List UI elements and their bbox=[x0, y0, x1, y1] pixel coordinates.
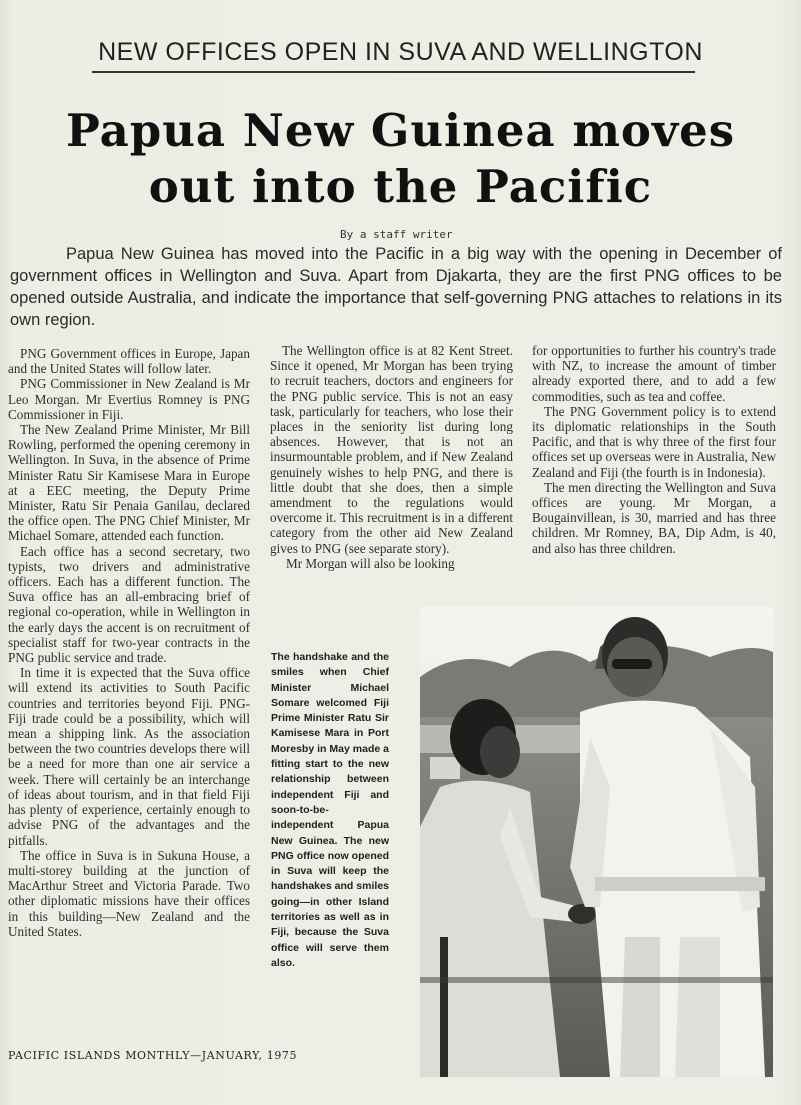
kicker-rule bbox=[92, 71, 695, 73]
photo-caption: The handshake and the smiles when Chief Minister Michael Somare welcomed Fiji Prime Minister Ratu Sir Kamisese Mara in Port Moresby in May made a fitting start to the new relationship between independent Fiji and soon-to-be-independent Papua New Guinea. The new PNG office now opened in Suva will keep the handshakes and smiles going—in other Island territories as well as in Fiji, because the Suva office will serve them also. bbox=[271, 651, 389, 969]
handshake-photo-illustration bbox=[420, 607, 773, 1077]
page-footer: PACIFIC ISLANDS MONTHLY—JANUARY, 1975 bbox=[8, 1049, 298, 1062]
paragraph: The Wellington office is at 82 Kent Street. Since it opened, Mr Morgan has been trying to recruit teachers, doctors and engineers for the PNG public service. This is not an easy task, particularly for teachers, who lose their places in the seniority list during long absences. However, that is not an insurmountable problem, and if New Zealand genuinely wishes to help PNG, and there is little doubt that she does, then a simple amendment to the regulations would overcome it. This recruitment is in a different category from the other aid New Zealand gives to PNG (see separate story). bbox=[270, 343, 513, 556]
paragraph: The men directing the Wellington and Suva offices are young. Mr Morgan, a Bougainvillean, is 30, married and has three children. Mr Romney, BA, Dip Adm, is 40, and also has three children. bbox=[532, 479, 776, 556]
paragraph: Mr Morgan will also be looking bbox=[286, 555, 455, 571]
paragraph: In time it is expected that the Suva office will extend its activities to South Pacific countries and territories beyond Fiji. PNG-Fiji trade could be a possibility, which will mean a shipping link. As the association between the two countries develops there will be a need for more than one air service a week. There will certainly be an interchange of ideas about tourism, and in that field Fiji has plenty of experience, certainly enough to advise PNG of the advantages and the pitfalls. bbox=[8, 665, 250, 848]
paragraph: The office in Suva is in Sukuna House, a multi-storey building at the junction of MacArthur Street and Victoria Parade. Two other diplomatic missions have their offices in this building—New Zealand and the United States. bbox=[8, 847, 250, 939]
paragraph: The New Zealand Prime Minister, Mr Bill Rowling, performed the opening ceremony in Wellington. In Suva, in the absence of Prime Minister Ratu Sir Kamisese Mara in Europe at a EEC meeting, the Deputy Prime Minister, Ratu Sir Penaia Ganilau, declared the office open. The PNG Chief Minister, Mr Michael Somare, attended each function. bbox=[8, 422, 250, 544]
headline-line-2: out into the Pacific bbox=[148, 160, 653, 213]
paragraph: The PNG Government policy is to extend its diplomatic relationships in the South Pacific, and that is why three of the first four offices set up overseas were in Australia, New Zealand and Fiji (the fourth is in Indonesia). bbox=[532, 403, 776, 480]
byline: By a staff writer bbox=[340, 228, 453, 241]
intro-paragraph: Papua New Guinea has moved into the Pacific in a big way with the opening in December of government offices in Wellington and Suva. Apart from Djakarta, they are the first PNG offices to be opened outside Australia, and indicate the importance that self-governing PNG attaches to relations in its own region. bbox=[10, 245, 782, 329]
article-column-3 bbox=[532, 343, 776, 556]
paragraph: PNG Government offices in Europe, Japan and the United States will follow later. bbox=[8, 346, 250, 377]
section-kicker: NEW OFFICES OPEN IN SUVA AND WELLINGTON bbox=[98, 38, 703, 66]
article-column-1 bbox=[8, 346, 250, 939]
paragraph: for opportunities to further his country's trade with NZ, to increase the amount of timber already exported there, and to add a few commodities, such as tea and coffee. bbox=[532, 343, 776, 404]
paragraph: PNG Commissioner in New Zealand is Mr Leo Morgan. Mr Evertius Romney is PNG Commissioner in Fiji. bbox=[8, 376, 250, 422]
handshake-photo bbox=[420, 607, 773, 1077]
headline-line-1: Papua New Guinea moves bbox=[65, 104, 736, 157]
article-column-2 bbox=[270, 343, 513, 571]
paragraph: Each office has a second secretary, two typists, two drivers and administrative officers. Each has a different function. The Suva office has an all-embracing brief of regional co-operation, while in Wellington in the early days the accent is on recruitment of specialist staff for two-year contracts in the PNG public service and trade. bbox=[8, 543, 250, 666]
